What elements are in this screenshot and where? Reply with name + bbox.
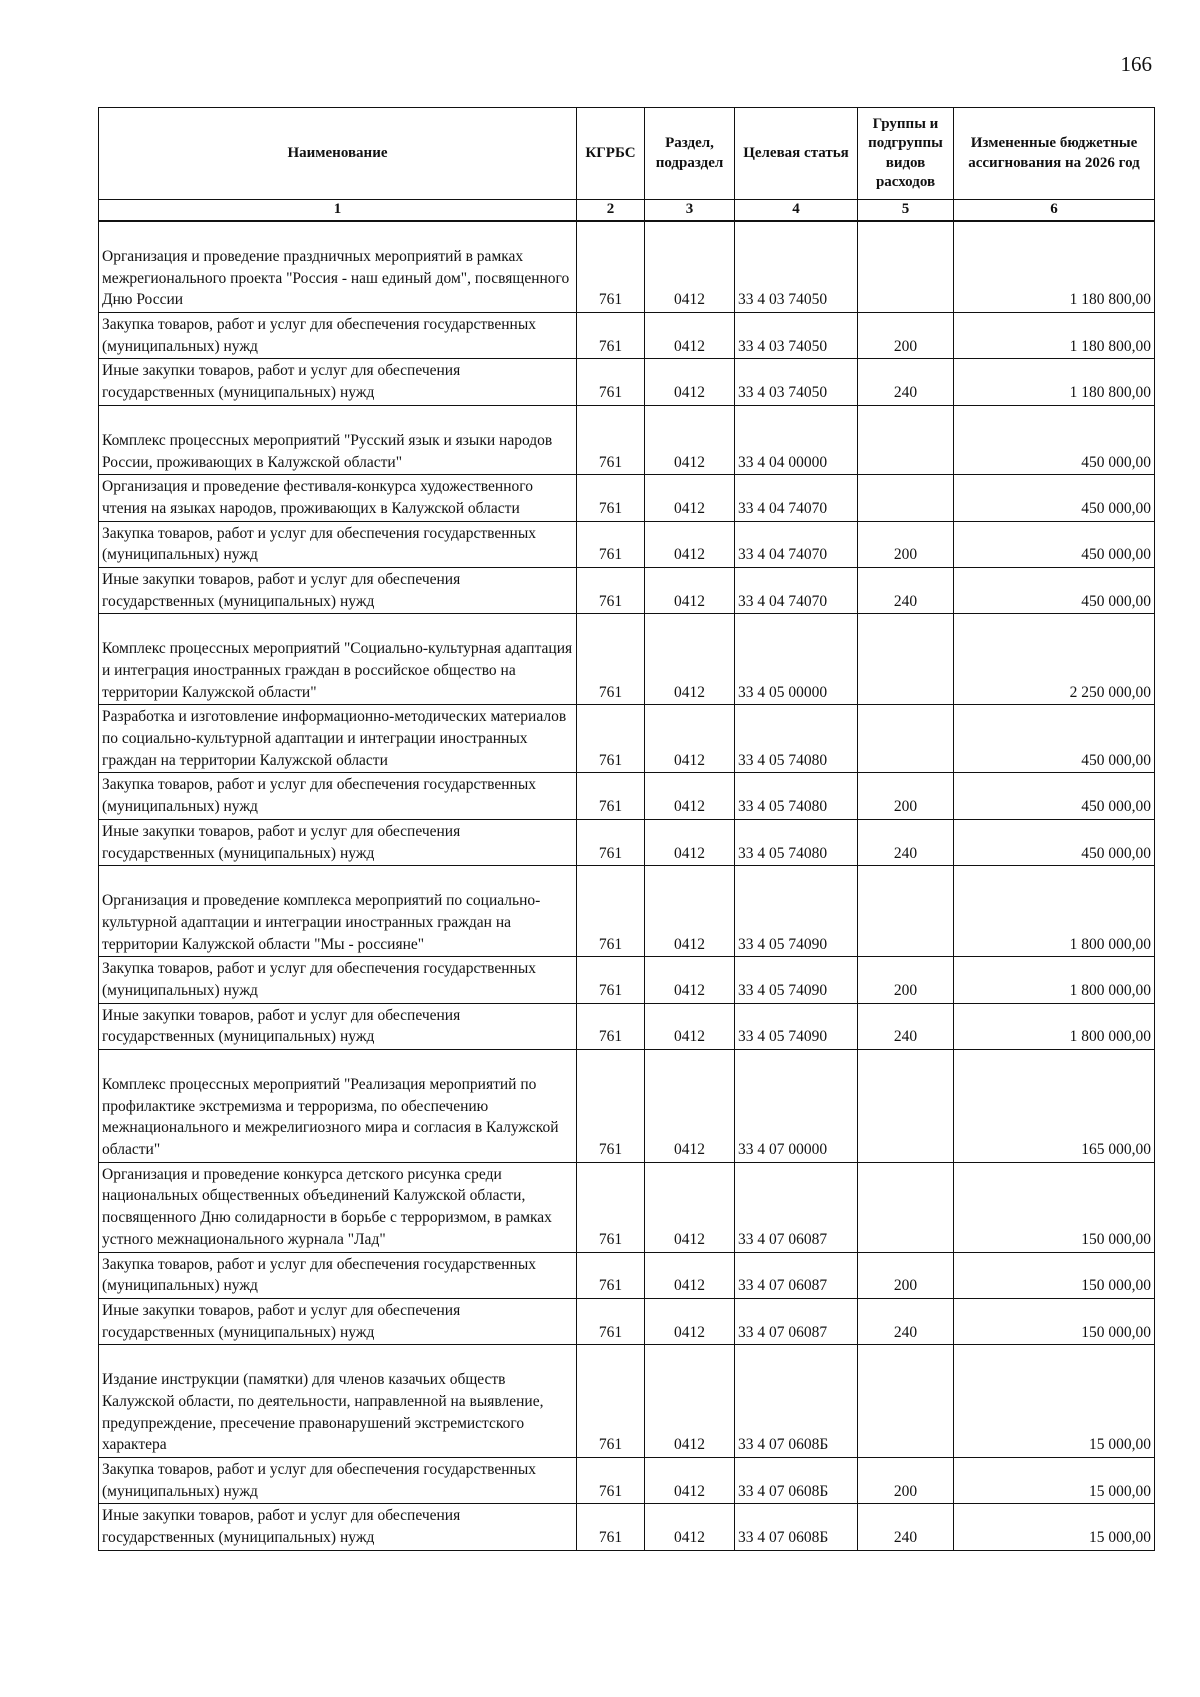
row-name: Комплекс процессных мероприятий "Русский язык и языки народов России, проживающих в Калужской области" xyxy=(99,405,577,474)
column-number: 4 xyxy=(735,200,858,222)
row-kgrbs: 761 xyxy=(577,221,645,313)
row-amount: 1 800 000,00 xyxy=(954,957,1155,1003)
table-row xyxy=(99,313,1155,359)
row-group: 240 xyxy=(858,1504,954,1550)
row-name: Закупка товаров, работ и услуг для обеспечения государственных (муниципальных) нужд xyxy=(99,1252,577,1298)
row-article: 33 4 07 0608Б xyxy=(735,1504,858,1550)
table-row xyxy=(99,1504,1155,1550)
header-group: Группы и подгруппы видов расходов xyxy=(858,108,954,200)
row-kgrbs: 761 xyxy=(577,773,645,819)
row-article: 33 4 05 74080 xyxy=(735,705,858,773)
header-section: Раздел, подраздел xyxy=(645,108,735,200)
row-amount: 1 180 800,00 xyxy=(954,221,1155,313)
row-section: 0412 xyxy=(645,1458,735,1504)
row-group xyxy=(858,405,954,474)
budget-table xyxy=(98,107,1155,1551)
row-name: Иные закупки товаров, работ и услуг для обеспечения государственных (муниципальных) нужд xyxy=(99,819,577,865)
row-amount: 450 000,00 xyxy=(954,705,1155,773)
row-kgrbs: 761 xyxy=(577,359,645,405)
table-row xyxy=(99,1345,1155,1458)
row-kgrbs: 761 xyxy=(577,1458,645,1504)
table-row xyxy=(99,405,1155,474)
table-row xyxy=(99,475,1155,521)
row-name: Иные закупки товаров, работ и услуг для обеспечения государственных (муниципальных) нужд xyxy=(99,567,577,613)
column-number: 5 xyxy=(858,200,954,222)
row-article: 33 4 05 74090 xyxy=(735,957,858,1003)
row-group xyxy=(858,1050,954,1163)
row-amount: 1 800 000,00 xyxy=(954,1003,1155,1049)
row-group: 200 xyxy=(858,957,954,1003)
row-kgrbs: 761 xyxy=(577,567,645,613)
row-group xyxy=(858,221,954,313)
table-row xyxy=(99,866,1155,957)
row-group: 240 xyxy=(858,1298,954,1344)
row-name: Иные закупки товаров, работ и услуг для обеспечения государственных (муниципальных) нужд xyxy=(99,1003,577,1049)
row-kgrbs: 761 xyxy=(577,1504,645,1550)
table-row xyxy=(99,1003,1155,1049)
table-row xyxy=(99,221,1155,313)
row-name: Закупка товаров, работ и услуг для обеспечения государственных (муниципальных) нужд xyxy=(99,957,577,1003)
row-section: 0412 xyxy=(645,1050,735,1163)
row-group: 240 xyxy=(858,359,954,405)
row-kgrbs: 761 xyxy=(577,475,645,521)
row-section: 0412 xyxy=(645,1162,735,1252)
row-group: 200 xyxy=(858,521,954,567)
row-article: 33 4 07 0608Б xyxy=(735,1458,858,1504)
table-row xyxy=(99,1298,1155,1344)
row-name: Иные закупки товаров, работ и услуг для обеспечения государственных (муниципальных) нужд xyxy=(99,1298,577,1344)
table-row xyxy=(99,1252,1155,1298)
row-kgrbs: 761 xyxy=(577,1345,645,1458)
row-section: 0412 xyxy=(645,1298,735,1344)
row-kgrbs: 761 xyxy=(577,819,645,865)
row-group: 240 xyxy=(858,567,954,613)
page-number: 166 xyxy=(1120,52,1152,76)
table-row xyxy=(99,773,1155,819)
table-row xyxy=(99,1162,1155,1252)
column-number: 6 xyxy=(954,200,1155,222)
row-section: 0412 xyxy=(645,957,735,1003)
row-name: Разработка и изготовление информационно-методических материалов по социально-культурной адаптации и интеграции иностранных граждан на территории Калужской области xyxy=(99,705,577,773)
row-article: 33 4 07 06087 xyxy=(735,1252,858,1298)
row-amount: 1 180 800,00 xyxy=(954,313,1155,359)
row-name: Организация и проведение конкурса детского рисунка среди национальных общественных объединений Калужской области, посвященного Дню солидарности в борьбе с терроризмом, в рамках устного межнационального журнала "Лад" xyxy=(99,1162,577,1252)
row-article: 33 4 05 74080 xyxy=(735,773,858,819)
row-kgrbs: 761 xyxy=(577,405,645,474)
header-amount: Измененные бюджетные ассигнования на 2026 год xyxy=(954,108,1155,200)
row-group: 200 xyxy=(858,1458,954,1504)
row-amount: 450 000,00 xyxy=(954,475,1155,521)
column-number: 3 xyxy=(645,200,735,222)
row-name: Закупка товаров, работ и услуг для обеспечения государственных (муниципальных) нужд xyxy=(99,521,577,567)
row-article: 33 4 03 74050 xyxy=(735,313,858,359)
row-group xyxy=(858,1345,954,1458)
header-row xyxy=(99,108,1155,200)
row-amount: 150 000,00 xyxy=(954,1162,1155,1252)
column-number: 1 xyxy=(99,200,577,222)
row-article: 33 4 04 74070 xyxy=(735,521,858,567)
row-section: 0412 xyxy=(645,521,735,567)
row-amount: 450 000,00 xyxy=(954,773,1155,819)
row-group: 200 xyxy=(858,1252,954,1298)
row-section: 0412 xyxy=(645,1504,735,1550)
row-name: Закупка товаров, работ и услуг для обеспечения государственных (муниципальных) нужд xyxy=(99,313,577,359)
row-section: 0412 xyxy=(645,475,735,521)
row-kgrbs: 761 xyxy=(577,1162,645,1252)
row-amount: 15 000,00 xyxy=(954,1504,1155,1550)
row-group xyxy=(858,866,954,957)
column-number: 2 xyxy=(577,200,645,222)
row-group xyxy=(858,475,954,521)
header-article: Целевая статья xyxy=(735,108,858,200)
row-article: 33 4 05 74090 xyxy=(735,1003,858,1049)
row-article: 33 4 03 74050 xyxy=(735,359,858,405)
row-kgrbs: 761 xyxy=(577,1252,645,1298)
table-row xyxy=(99,1458,1155,1504)
row-kgrbs: 761 xyxy=(577,1003,645,1049)
row-group xyxy=(858,614,954,705)
row-article: 33 4 07 06087 xyxy=(735,1162,858,1252)
row-name: Организация и проведение фестиваля-конкурса художественного чтения на языках народов, проживающих в Калужской области xyxy=(99,475,577,521)
row-group: 200 xyxy=(858,773,954,819)
row-amount: 450 000,00 xyxy=(954,521,1155,567)
row-kgrbs: 761 xyxy=(577,521,645,567)
row-section: 0412 xyxy=(645,1345,735,1458)
row-article: 33 4 07 00000 xyxy=(735,1050,858,1163)
row-name: Иные закупки товаров, работ и услуг для обеспечения государственных (муниципальных) нужд xyxy=(99,1504,577,1550)
row-section: 0412 xyxy=(645,866,735,957)
row-article: 33 4 04 00000 xyxy=(735,405,858,474)
table-row xyxy=(99,359,1155,405)
row-article: 33 4 04 74070 xyxy=(735,567,858,613)
row-section: 0412 xyxy=(645,313,735,359)
row-kgrbs: 761 xyxy=(577,1050,645,1163)
row-section: 0412 xyxy=(645,614,735,705)
row-name: Комплекс процессных мероприятий "Реализация мероприятий по профилактике экстремизма и терроризма, по обеспечению межнационального и межрелигиозного мира и согласия в Калужской области" xyxy=(99,1050,577,1163)
row-article: 33 4 07 0608Б xyxy=(735,1345,858,1458)
row-group: 200 xyxy=(858,313,954,359)
row-amount: 450 000,00 xyxy=(954,405,1155,474)
row-group: 240 xyxy=(858,1003,954,1049)
row-group xyxy=(858,1162,954,1252)
row-article: 33 4 05 00000 xyxy=(735,614,858,705)
row-article: 33 4 03 74050 xyxy=(735,221,858,313)
row-section: 0412 xyxy=(645,567,735,613)
row-name: Иные закупки товаров, работ и услуг для обеспечения государственных (муниципальных) нужд xyxy=(99,359,577,405)
header-name: Наименование xyxy=(99,108,577,200)
row-kgrbs: 761 xyxy=(577,705,645,773)
row-amount: 150 000,00 xyxy=(954,1252,1155,1298)
row-name: Издание инструкции (памятки) для членов казачьих обществ Калужской области, по деятельности, направленной на выявление, предупреждение, пресечение правонарушений экстремистского характера xyxy=(99,1345,577,1458)
row-kgrbs: 761 xyxy=(577,866,645,957)
row-amount: 1 180 800,00 xyxy=(954,359,1155,405)
column-numbers-row xyxy=(99,200,1155,222)
row-amount: 15 000,00 xyxy=(954,1458,1155,1504)
table-row xyxy=(99,819,1155,865)
row-article: 33 4 05 74090 xyxy=(735,866,858,957)
row-name: Комплекс процессных мероприятий "Социально-культурная адаптация и интеграция иностранных граждан в российское общество на территории Калужской области" xyxy=(99,614,577,705)
row-section: 0412 xyxy=(645,221,735,313)
row-name: Закупка товаров, работ и услуг для обеспечения государственных (муниципальных) нужд xyxy=(99,1458,577,1504)
row-section: 0412 xyxy=(645,705,735,773)
table-row xyxy=(99,567,1155,613)
table-body xyxy=(99,221,1155,1550)
row-section: 0412 xyxy=(645,359,735,405)
row-amount: 1 800 000,00 xyxy=(954,866,1155,957)
header-kgrbs: КГРБС xyxy=(577,108,645,200)
row-name: Закупка товаров, работ и услуг для обеспечения государственных (муниципальных) нужд xyxy=(99,773,577,819)
row-section: 0412 xyxy=(645,1252,735,1298)
row-amount: 2 250 000,00 xyxy=(954,614,1155,705)
row-group xyxy=(858,705,954,773)
row-section: 0412 xyxy=(645,405,735,474)
row-amount: 450 000,00 xyxy=(954,567,1155,613)
row-group: 240 xyxy=(858,819,954,865)
row-name: Организация и проведение праздничных мероприятий в рамках межрегионального проекта "Россия - наш единый дом", посвященного Дню России xyxy=(99,221,577,313)
row-article: 33 4 05 74080 xyxy=(735,819,858,865)
row-section: 0412 xyxy=(645,819,735,865)
row-amount: 450 000,00 xyxy=(954,819,1155,865)
row-kgrbs: 761 xyxy=(577,957,645,1003)
row-kgrbs: 761 xyxy=(577,1298,645,1344)
row-section: 0412 xyxy=(645,773,735,819)
table-row xyxy=(99,1050,1155,1163)
row-amount: 150 000,00 xyxy=(954,1298,1155,1344)
row-article: 33 4 04 74070 xyxy=(735,475,858,521)
table-row xyxy=(99,705,1155,773)
row-section: 0412 xyxy=(645,1003,735,1049)
table-row xyxy=(99,614,1155,705)
row-name: Организация и проведение комплекса мероприятий по социально-культурной адаптации и интеграции иностранных граждан на территории Калужской области "Мы - россияне" xyxy=(99,866,577,957)
row-article: 33 4 07 06087 xyxy=(735,1298,858,1344)
row-amount: 15 000,00 xyxy=(954,1345,1155,1458)
table-row xyxy=(99,521,1155,567)
row-kgrbs: 761 xyxy=(577,614,645,705)
row-amount: 165 000,00 xyxy=(954,1050,1155,1163)
row-kgrbs: 761 xyxy=(577,313,645,359)
table-row xyxy=(99,957,1155,1003)
